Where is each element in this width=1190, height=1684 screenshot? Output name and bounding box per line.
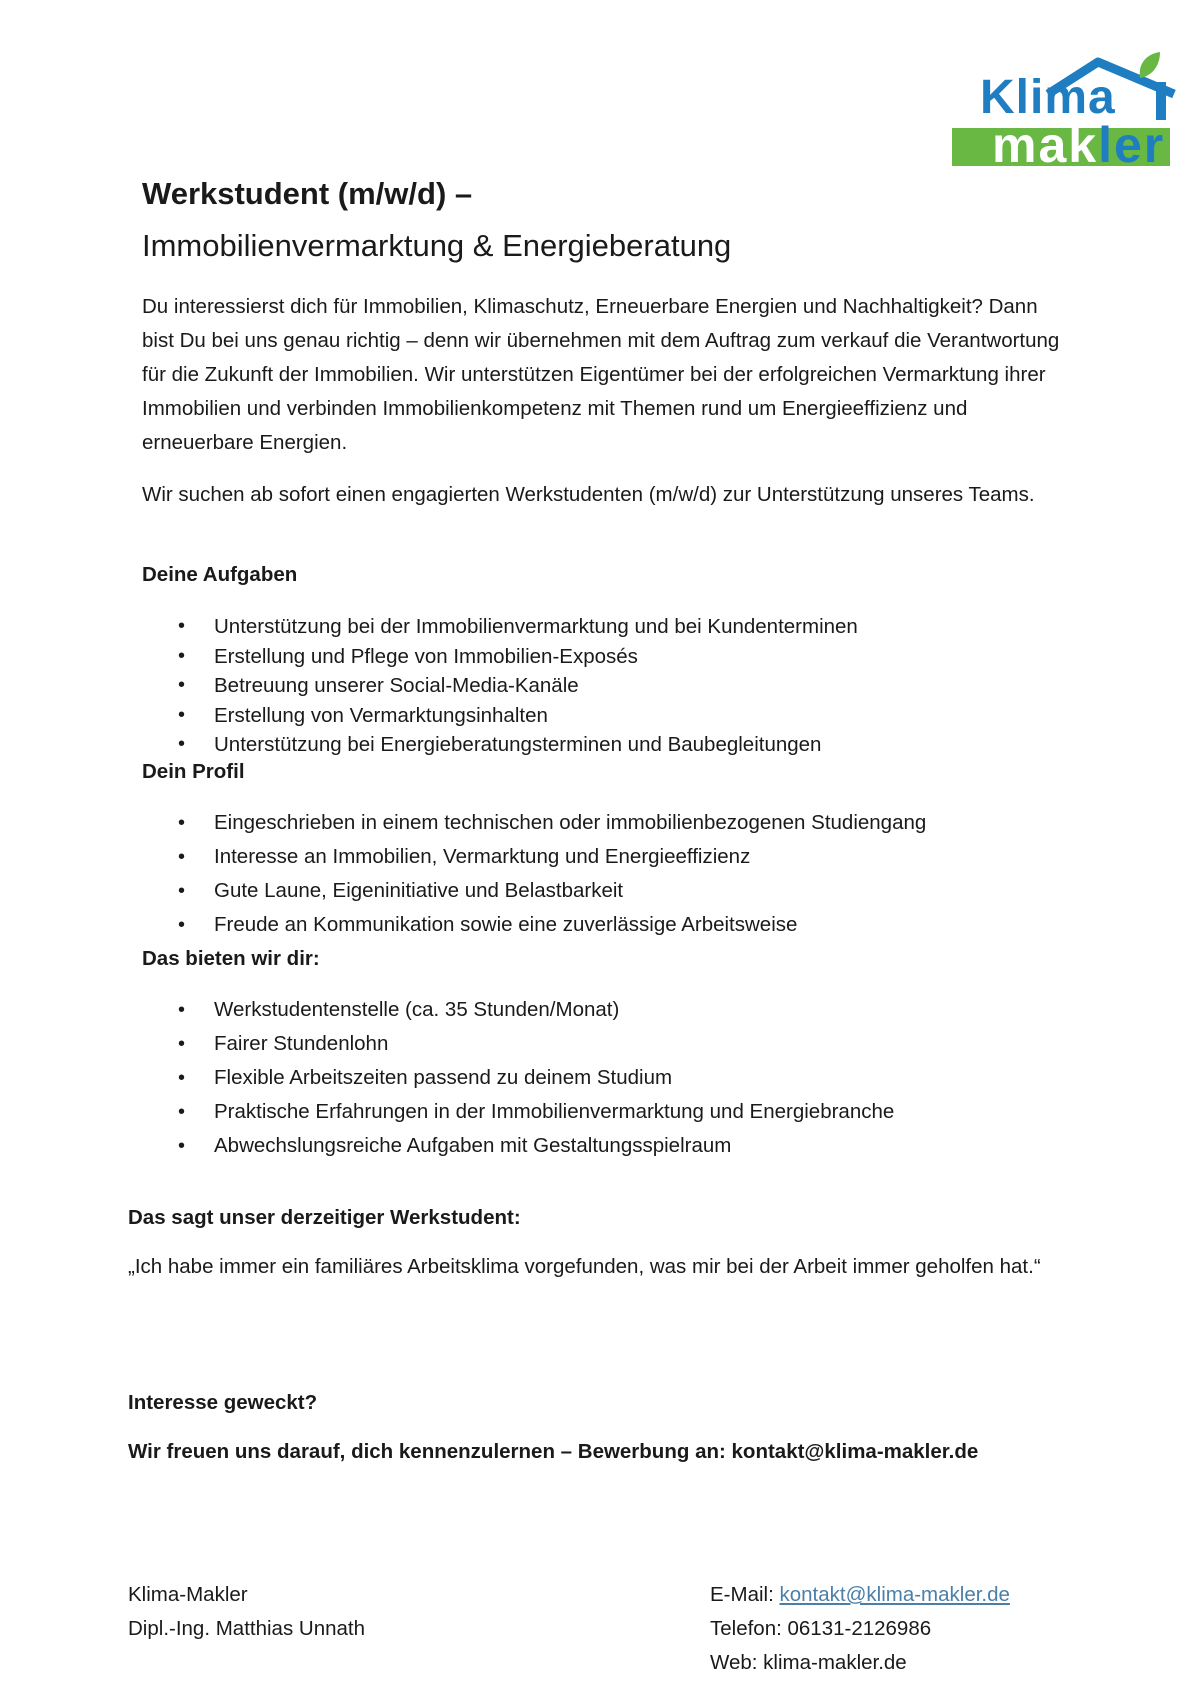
list-item: • Unterstützung bei der Immobilienvermarktung und bei Kundenterminen bbox=[142, 612, 858, 642]
list-item: • Erstellung von Vermarktungsinhalten bbox=[142, 701, 858, 731]
testimonial-heading: Das sagt unser derzeitiger Werkstudent: bbox=[128, 1206, 521, 1229]
footer-person: Dipl.-Ing. Matthias Unnath bbox=[128, 1617, 366, 1640]
footer-company: Klima-Makler bbox=[128, 1583, 248, 1606]
page-subtitle: Immobilienvermarktung & Energieberatung bbox=[142, 228, 732, 263]
tasks-heading: Deine Aufgaben bbox=[142, 563, 298, 586]
cta-text: Wir freuen uns darauf, dich kennenzulernen – Bewerbung an: kontakt@klima-makler.de bbox=[128, 1440, 979, 1463]
search-paragraph: Wir suchen ab sofort einen engagierten Werkstudenten (m/w/d) zur Unterstützung unseres Teams. bbox=[142, 483, 1035, 506]
logo-word-klima: Klima bbox=[980, 71, 1116, 124]
profile-heading: Dein Profil bbox=[142, 760, 245, 783]
offer-list bbox=[142, 993, 894, 1163]
footer-email-link[interactable]: kontakt@klima-makler.de bbox=[779, 1583, 1010, 1606]
footer-phone: Telefon: 06131-2126986 bbox=[710, 1617, 932, 1640]
footer-email-row bbox=[710, 1578, 1010, 1612]
list-item: • Freude an Kommunikation sowie eine zuverlässige Arbeitsweise bbox=[142, 908, 926, 942]
tasks-list bbox=[142, 612, 858, 760]
footer-right bbox=[710, 1578, 1010, 1680]
cta-heading: Interesse geweckt? bbox=[128, 1391, 318, 1414]
leaf-icon bbox=[1136, 50, 1162, 80]
footer-left bbox=[128, 1578, 365, 1646]
offer-heading: Das bieten wir dir: bbox=[142, 947, 320, 970]
klima-makler-logo bbox=[948, 50, 1174, 168]
list-item: • Werkstudentenstelle (ca. 35 Stunden/Monat) bbox=[142, 993, 894, 1027]
footer-email-label: E-Mail: bbox=[710, 1583, 780, 1606]
logo-word-makler: makler bbox=[992, 120, 1166, 166]
list-item: • Fairer Stundenlohn bbox=[142, 1027, 894, 1061]
list-item: • Gute Laune, Eigeninitiative und Belastbarkeit bbox=[142, 874, 926, 908]
list-item: • Abwechslungsreiche Aufgaben mit Gestaltungsspielraum bbox=[142, 1129, 894, 1163]
list-item: • Interesse an Immobilien, Vermarktung und Energieeffizienz bbox=[142, 840, 926, 874]
profile-list bbox=[142, 806, 926, 942]
testimonial-quote: „Ich habe immer ein familiäres Arbeitsklima vorgefunden, was mir bei der Arbeit immer geholfen hat.“ bbox=[128, 1255, 1041, 1278]
list-item: • Erstellung und Pflege von Immobilien-Exposés bbox=[142, 642, 858, 672]
list-item: • Eingeschrieben in einem technischen oder immobilienbezogenen Studiengang bbox=[142, 806, 926, 840]
list-item: • Praktische Erfahrungen in der Immobilienvermarktung und Energiebranche bbox=[142, 1095, 894, 1129]
footer-web: Web: klima-makler.de bbox=[710, 1651, 907, 1674]
list-item: • Flexible Arbeitszeiten passend zu deinem Studium bbox=[142, 1061, 894, 1095]
page-title: Werkstudent (m/w/d) – bbox=[142, 176, 473, 211]
intro-paragraph: Du interessierst dich für Immobilien, Klimaschutz, Erneuerbare Energien und Nachhaltigkeit? Dann bist Du bei uns genau richtig – denn wir übernehmen mit dem Auftrag zum verkauf die Verantwortung für die Zukunft der Immobilien. Wir unterstützen Eigentümer bei der erfolgreichen Vermarktung ihrer Immobilien und verbinden Immobilienkompetenz mit Themen rund um Energieeffizienz und erneuerbare Energien. bbox=[142, 295, 1060, 454]
list-item: • Betreuung unserer Social-Media-Kanäle bbox=[142, 671, 858, 701]
list-item: • Unterstützung bei Energieberatungsterminen und Baubegleitungen bbox=[142, 730, 858, 760]
